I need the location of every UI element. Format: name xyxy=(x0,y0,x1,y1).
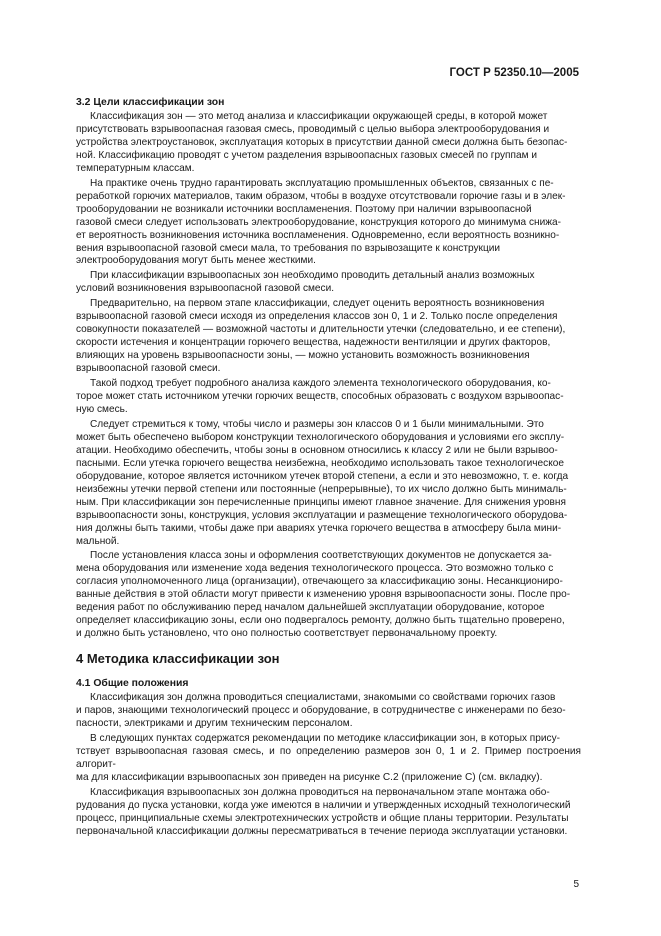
section-4-1-paragraph xyxy=(76,733,581,785)
page-number: 5 xyxy=(573,879,579,890)
text-line: Классификация зон должна проводиться специалистами, знакомыми со свойствами горючих газов xyxy=(90,692,556,704)
text-line: влияющих на уровень взрывоопасности зоны, — можно установить возможность возникновения xyxy=(76,350,530,362)
document-code: ГОСТ Р 52350.10—2005 xyxy=(449,67,579,79)
section-3-2-paragraph xyxy=(76,298,581,376)
text-line: присутствовать взрывоопасная газовая смесь, проводимый с целью выбора электрооборудования и xyxy=(76,123,550,135)
text-line: ную смесь. xyxy=(76,403,128,415)
section-3-2-paragraph xyxy=(76,378,581,417)
text-line: ной. Классификацию проводят с учетом разделения взрывоопасных газовых смесей по группам и xyxy=(76,149,537,161)
text-line: первоначальной классификации должны пересматриваться в течение периода эксплуатации установки. xyxy=(76,825,568,837)
section-4-1-body xyxy=(76,692,581,838)
text-line: торое может стать источником утечки горючих веществ, способных образовать с воздухом взрывоопас- xyxy=(76,391,564,403)
text-line: мальной. xyxy=(76,535,120,547)
text-line: может быть обеспечено выбором конструкции технологического оборудования и условиями его эксплу- xyxy=(76,431,565,443)
text-line: пасными. Если утечка горючего вещества неизбежна, необходимо использовать такое технологическое xyxy=(76,457,564,469)
section-3-2-body xyxy=(76,111,581,641)
text-line: В следующих пунктах содержатся рекомендации по методике классификации зон, в которых прису- xyxy=(90,732,560,744)
text-line: согласия уполномоченного лица (организации), отвечающего за классификацию зоны. Несанкциониро- xyxy=(76,576,563,588)
text-line: взрывоопасности зоны, конструкция, условия эксплуатации и размещение технологического оборудова- xyxy=(76,509,568,521)
text-line: и должно быть установлено, что оно полностью соответствует первоначальному проекту. xyxy=(76,628,498,640)
section-4-1-paragraph xyxy=(76,787,581,839)
page-content xyxy=(76,96,581,841)
section-3-2-paragraph xyxy=(76,419,581,549)
text-line: определяет классификацию зоны, если оно подвергалось ремонту, должно быть тщательно проверено, xyxy=(76,615,565,627)
text-line: устройства электроустановок, эксплуатация которых в присутствии данной смеси должна быть безопас- xyxy=(76,136,568,148)
text-line: рудования до пуска установки, когда уже имеются в наличии и утвержденных исходный технологический xyxy=(76,799,571,811)
text-line: оборудование, которое является источником утечек второй степени, а если и это невозможно, т. е. когда xyxy=(76,470,569,482)
text-line: ным. При классификации зон перечисленные принципы имеют главное значение. Для снижения уровня xyxy=(76,496,566,508)
text-line: вения взрывоопасной газовой смеси мала, то требования по взрывозащите к конструкции xyxy=(76,242,500,254)
text-line: ванные действия в этой области могут привести к изменению уровня взрывоопасности зоны. После про- xyxy=(76,589,571,601)
text-line: газовой смеси следует использовать электрооборудование, конструкция которого до минимума снижа- xyxy=(76,216,561,228)
text-line: ет вероятность возникновения источника воспламенения. Одновременно, если вероятность возникно- xyxy=(76,229,560,241)
text-line: электрооборудования могут быть менее жесткими. xyxy=(76,255,316,267)
text-line: Следует стремиться к тому, чтобы число и размеры зон классов 0 и 1 были минимальными. Это xyxy=(90,418,544,430)
text-line: и паров, знающими технологический процесс и оборудование, в сотрудничестве с инженерами по безо- xyxy=(76,705,566,717)
text-line: Классификация взрывоопасных зон должна проводиться на первоначальном этапе монтажа обо- xyxy=(90,786,550,798)
text-line: мена оборудования или изменение хода ведения технологического процесса. Это возможно только с xyxy=(76,563,554,575)
section-3-2-paragraph xyxy=(76,178,581,269)
text-line: ма для классификации взрывоопасных зон приведен на рисунке С.2 (приложение С) (см. вкладку). xyxy=(76,771,543,783)
section-3-2-paragraph xyxy=(76,550,581,641)
section-3-2-paragraph xyxy=(76,270,581,296)
text-line: тствует взрывоопасная газовая смесь, и по определению размеров зон 0, 1 и 2. Пример построения алгорит- xyxy=(76,745,581,770)
section-4-1-paragraph xyxy=(76,692,581,731)
text-line: ния должны быть такими, чтобы даже при авариях утечка горючего вещества в атмосферу была мини- xyxy=(76,522,562,534)
text-line: процесс, принципиальные схемы электротехнических устройств и общие планы территории. Результаты xyxy=(76,812,569,824)
text-line: реработкой горючих материалов, таким образом, чтобы в воздухе отсутствовали горючие газы и в элек- xyxy=(76,190,566,202)
text-line: Предварительно, на первом этапе классификации, следует оценить вероятность возникновения xyxy=(90,298,545,310)
text-line: Такой подход требует подробного анализа каждого элемента технологического оборудования, ко- xyxy=(90,378,551,390)
text-line: трооборудовании не возникали источники воспламенения. Поэтому при наличии взрывоопасной xyxy=(76,203,532,215)
section-3-2-paragraph xyxy=(76,111,581,176)
text-line: При классификации взрывоопасных зон необходимо проводить детальный анализ возможных xyxy=(90,270,535,282)
text-line: После установления класса зоны и оформления соответствующих документов не допускается за- xyxy=(90,550,552,562)
text-line: взрывоопасной газовой смеси. xyxy=(76,363,221,375)
text-line: температурным классам. xyxy=(76,162,195,174)
text-line: пасности, электриками и другим техническим персоналом. xyxy=(76,718,353,730)
text-line: На практике очень трудно гарантировать эксплуатацию промышленных объектов, связанных с пе- xyxy=(90,177,554,189)
text-line: скорости истечения и концентрации горючего вещества, надежности вентиляции и других факторов, xyxy=(76,337,551,349)
text-line: ведения работ по обслуживанию перед началом дальнейшей эксплуатации оборудование, которое xyxy=(76,602,545,614)
section-4-heading: 4 Методика классификации зон xyxy=(76,651,280,667)
text-line: условий возникновения взрывоопасной газовой смеси. xyxy=(76,283,335,295)
text-line: Классификация зон — это метод анализа и классификации окружающей среды, в которой может xyxy=(90,111,548,122)
text-line: совокупности показателей — возможной частоты и длительности утечки (следовательно, и ее степени), xyxy=(76,324,566,336)
text-line: взрывоопасной газовой смеси исходя из определения классов зон 0, 1 и 2. Только после определения xyxy=(76,311,558,323)
section-4-1-heading: 4.1 Общие положения xyxy=(76,678,189,690)
text-line: атации. Необходимо обеспечить, чтобы зоны в основном относились к классу 2 или не были взрывоо- xyxy=(76,444,558,456)
section-3-2-heading: 3.2 Цели классификации зон xyxy=(76,97,225,108)
text-line: неизбежны утечки первой степени или постоянные (непрерывные), то их число должно быть минималь- xyxy=(76,483,567,495)
